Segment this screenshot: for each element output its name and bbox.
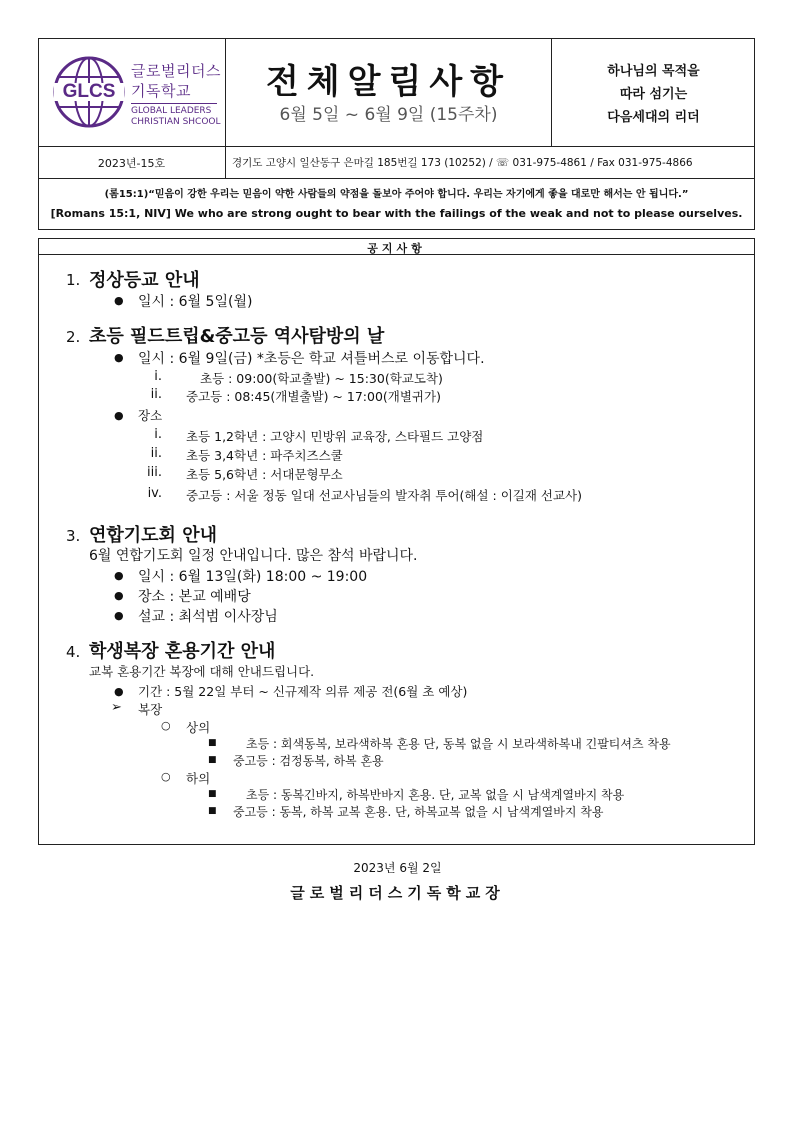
- roman-numeral: iii.: [147, 465, 162, 480]
- page-subtitle: 6월 5일 ~ 6월 9일 (15주차): [279, 105, 498, 125]
- list-item: 초등 : 09:00(학교출발) ~ 15:30(학교도착): [200, 371, 443, 386]
- verse-ko: (롬15:1)“믿음이 강한 우리는 믿음이 약한 사람들의 약점을 돌보아 주어야 합니다. 우리는 자기에게 좋을 대로만 해서는 안 됩니다.”: [104, 189, 689, 200]
- arrow-bullet-icon: ➢: [111, 700, 122, 715]
- list-item: 초등 1,2학년 : 고양시 민방위 교육장, 스타필드 고양점: [186, 429, 484, 444]
- school-name-en: GLOBAL LEADERS CHRISTIAN SHCOOL: [131, 106, 221, 127]
- list-item: 중고등 : 검정동복, 하복 혼용: [233, 754, 384, 768]
- section-intro: 6월 연합기도회 일정 안내입니다. 많은 참석 바랍니다.: [89, 548, 418, 564]
- list-item: 일시 : 6월 5일(월): [138, 294, 253, 310]
- divider: [225, 146, 226, 178]
- list-item: 중고등 : 서울 정동 일대 선교사님들의 발자취 투어(해설 : 이길재 선교사): [186, 488, 583, 503]
- section-number: 2.: [66, 328, 81, 346]
- principal-signature: 글로벌리더스기독학교장: [290, 884, 505, 902]
- school-logo: [52, 55, 126, 129]
- bible-verse: [38, 185, 755, 223]
- square-bullet-icon: ■: [208, 755, 217, 765]
- list-item: 초등 : 동복긴바지, 하복반바지 혼용. 단, 교복 없을 시 남색계열바지 착용: [246, 788, 625, 802]
- roman-numeral: ii.: [150, 446, 162, 461]
- issue-number: 2023년-15호: [97, 157, 166, 170]
- section-number: 3.: [66, 527, 81, 545]
- page-title: 전체알림사항: [265, 62, 512, 102]
- list-item: 일시 : 6월 13일(화) 18:00 ~ 19:00: [138, 569, 368, 585]
- bullet-icon: ●: [114, 609, 124, 622]
- list-item: 하의: [186, 771, 211, 786]
- issue-date: 2023년 6월 2일: [353, 861, 442, 875]
- circle-bullet-icon: ○: [161, 719, 171, 732]
- school-name-ko: 글로벌리더스 기독학교: [131, 62, 221, 100]
- notice-heading: 공지사항: [367, 242, 426, 255]
- list-item: 일시 : 6월 9일(금) *초등은 학교 셔틀버스로 이동합니다.: [138, 351, 485, 367]
- list-item: 중고등 : 08:45(개별출발) ~ 17:00(개별귀가): [186, 389, 441, 404]
- list-item: 설교 : 최석범 이사장님: [138, 609, 278, 625]
- bullet-icon: ●: [114, 294, 124, 307]
- bullet-icon: ●: [114, 569, 124, 582]
- list-item: 복장: [138, 702, 163, 717]
- section-title: 연합기도회 안내: [89, 525, 217, 546]
- circle-bullet-icon: ○: [161, 770, 171, 783]
- bullet-icon: ●: [114, 409, 124, 422]
- roman-numeral: ii.: [150, 387, 162, 402]
- square-bullet-icon: ■: [208, 738, 217, 748]
- school-motto: 하나님의 목적을 따라 섬기는 다음세대의 리더: [607, 64, 700, 125]
- verse-en: [Romans 15:1, NIV] We who are strong ought to bear with the failings of the weak and not to please ourselves.: [50, 207, 743, 220]
- list-item: 중고등 : 동복, 하복 교복 혼용. 단, 하복교복 없을 시 남색계열바지 착용: [233, 805, 604, 819]
- school-name-rule: [131, 103, 217, 104]
- square-bullet-icon: ■: [208, 806, 217, 816]
- list-item: 초등 : 회색동복, 보라색하복 혼용 단, 동복 없을 시 보라색하복내 긴팔티셔츠 착용: [246, 737, 671, 751]
- logo-text: GLCS: [62, 81, 116, 102]
- roman-numeral: i.: [154, 369, 162, 384]
- bullet-icon: ●: [114, 685, 124, 698]
- section-number: 4.: [66, 643, 81, 661]
- divider: [38, 178, 755, 179]
- divider: [38, 146, 755, 147]
- bullet-icon: ●: [114, 589, 124, 602]
- section-title: 학생복장 혼용기간 안내: [89, 641, 276, 662]
- roman-numeral: i.: [154, 427, 162, 442]
- bullet-icon: ●: [114, 351, 124, 364]
- section-title: 정상등교 안내: [89, 270, 200, 291]
- list-item: 초등 5,6학년 : 서대문형무소: [186, 467, 343, 482]
- section-number: 1.: [66, 271, 81, 289]
- square-bullet-icon: ■: [208, 789, 217, 799]
- school-address: 경기도 고양시 일산동구 은마길 185번길 173 (10252) / ☏ 031-975-4861 / Fax 031-975-4866: [232, 157, 693, 169]
- list-item: 장소 : 본교 예배당: [138, 589, 251, 605]
- list-item: 초등 3,4학년 : 파주치즈스쿨: [186, 448, 343, 463]
- list-item: 상의: [186, 720, 211, 735]
- list-item: 장소: [138, 408, 163, 423]
- section-title: 초등 필드트립&중고등 역사탐방의 날: [89, 326, 385, 347]
- section-intro: 교복 혼용기간 복장에 대해 안내드립니다.: [89, 664, 315, 679]
- list-item: 기간 : 5월 22일 부터 ~ 신규제작 의류 제공 전(6월 초 예상): [138, 684, 468, 699]
- roman-numeral: iv.: [147, 486, 162, 501]
